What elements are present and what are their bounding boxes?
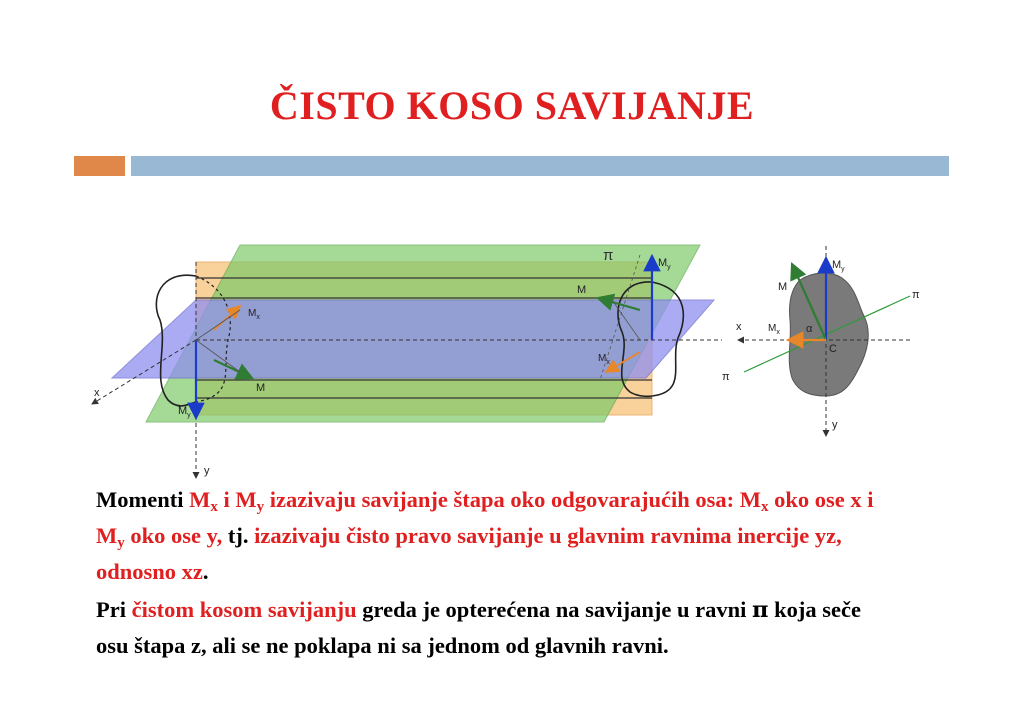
alpha-label: α — [806, 323, 813, 335]
m-x-label-right: $M_x$ — [598, 353, 610, 366]
m-y-label-right: $M_y$ — [658, 257, 671, 271]
m-y-label: $M_y$ — [832, 259, 845, 273]
beam-figure — [92, 245, 722, 478]
y-axis-label-right: y — [832, 419, 838, 431]
m-label-left: M — [256, 382, 266, 394]
pi-label-bottom: π — [722, 371, 730, 383]
cross-section-shape — [789, 273, 868, 396]
m-label: M — [778, 281, 788, 293]
paragraph-2: Pri čistom kosom savijanju greda je opterećena na savijanje u ravni π koja seče osu štapa z, ali se ne poklapa ni sa jednom od glavnih ravni. — [96, 597, 861, 658]
x-axis-label-right: x — [736, 321, 742, 333]
x-axis-label-left: x — [94, 387, 100, 399]
m-y-label-left: $M_y$ — [178, 405, 191, 419]
cross-section-figure — [722, 246, 920, 436]
y-axis-label-left: y — [204, 465, 210, 477]
paragraph-1: Momenti $M_x$ i $M_y$ izazivaju savijanje štapa oko odgovarajućih osa: $M_x$ oko ose x i $M_y$ oko ose y, tj. izazivaju čisto pravo savijanje u glavnim ravnima inercije yz, odnosno xz. — [96, 487, 874, 584]
slide-title: ČISTO KOSO SAVIJANJE — [269, 83, 755, 128]
pi-label-top: π — [912, 289, 920, 301]
body-text — [96, 482, 896, 664]
centroid-label: C — [829, 343, 837, 355]
m-label-right: M — [577, 284, 587, 296]
m-x-label-left: $M_x$ — [248, 308, 260, 321]
m-x-label: $M_x$ — [768, 323, 780, 336]
pi-label-left: π — [603, 247, 614, 264]
